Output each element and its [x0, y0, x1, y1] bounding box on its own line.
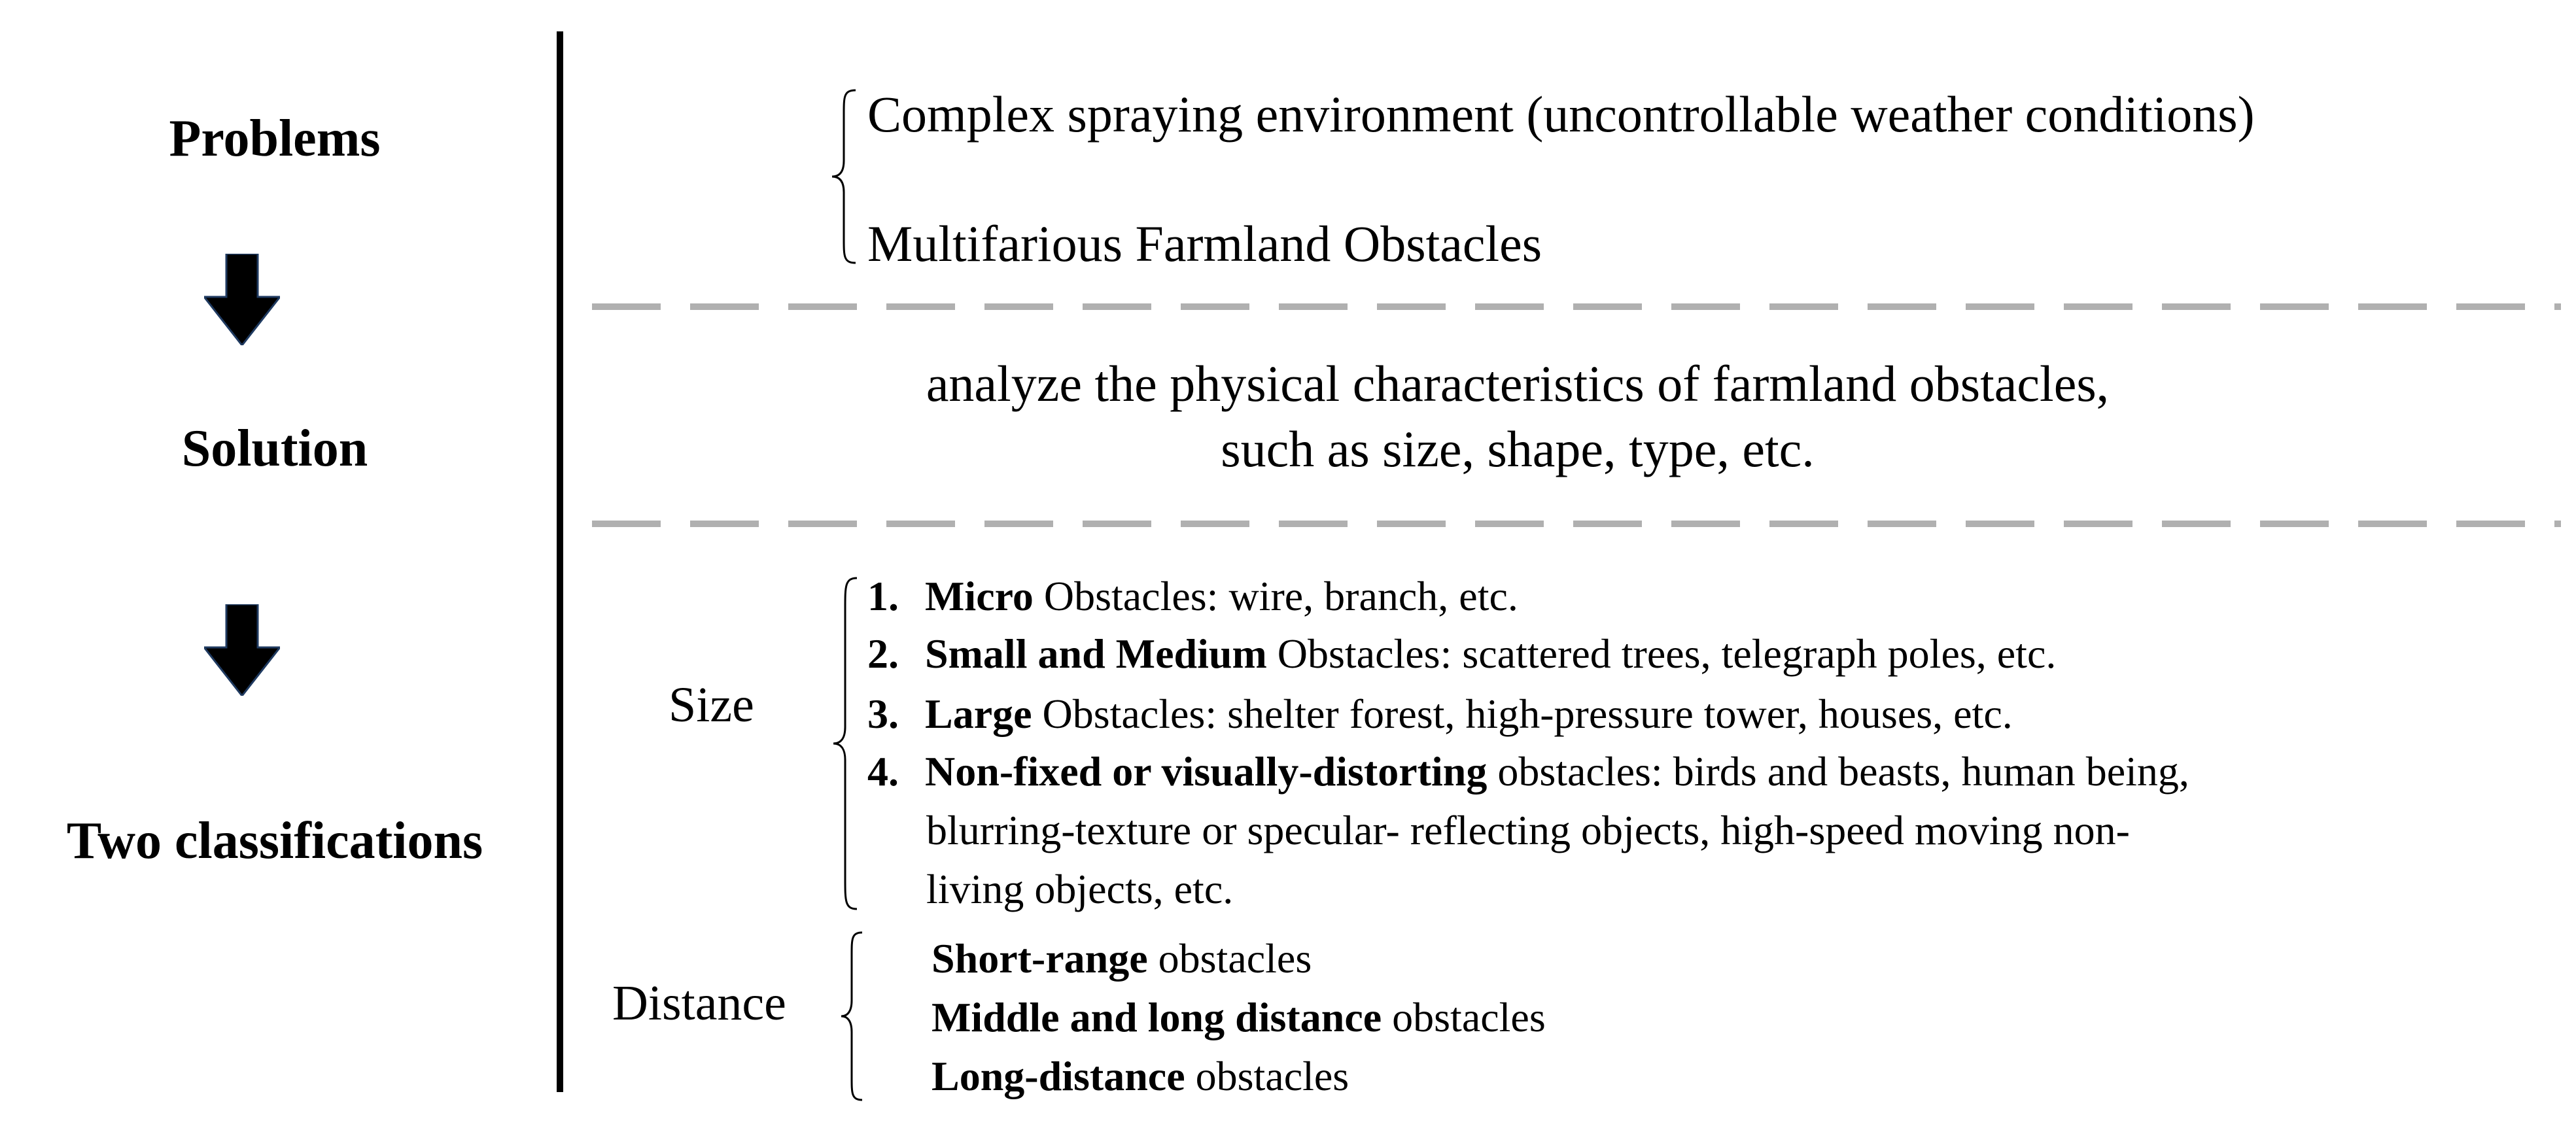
item-rest: obstacles: [1185, 1053, 1349, 1099]
item-number: 3.: [867, 691, 899, 737]
size-item: [867, 630, 2057, 677]
size-label: Size: [669, 677, 754, 732]
problem-item: Multifarious Farmland Obstacles: [867, 215, 1542, 272]
distance-brace: [839, 930, 865, 1103]
down-arrow-icon: [204, 254, 280, 345]
dashed-separator: [592, 303, 2561, 310]
problems-heading: Problems: [169, 110, 381, 167]
distance-item: [931, 1055, 1349, 1097]
distance-label: Distance: [612, 976, 786, 1031]
item-bold: Long-distance: [931, 1053, 1185, 1099]
solution-line: analyze the physical characteristics of farmland obstacles,: [926, 355, 2110, 412]
size-item-continuation: living objects, etc.: [926, 866, 1234, 912]
item-bold: Small and Medium: [925, 630, 1267, 677]
solution-heading: Solution: [181, 420, 368, 477]
item-rest: Obstacles: wire, branch, etc.: [1033, 573, 1518, 619]
item-number: 1.: [867, 573, 899, 619]
size-item: [867, 748, 2189, 795]
item-rest: obstacles: birds and beasts, human being,: [1487, 748, 2189, 795]
size-item-continuation: blurring-texture or specular- reflecting objects, high-speed moving non-: [926, 807, 2130, 853]
problem-item: Complex spraying environment (uncontrollable weather conditions): [867, 86, 2255, 143]
distance-item: [931, 994, 1546, 1040]
item-bold: Short-range: [931, 935, 1148, 982]
distance-item: [931, 935, 1312, 982]
item-number: 4.: [867, 748, 899, 795]
item-rest: obstacles: [1382, 994, 1546, 1040]
item-bold: Non-fixed or visually-distorting: [925, 748, 1488, 795]
item-rest: Obstacles: scattered trees, telegraph poles, etc.: [1266, 630, 2057, 677]
size-brace: [831, 575, 860, 912]
dashed-separator: [592, 521, 2561, 527]
size-item: [867, 575, 1518, 617]
item-bold: Middle and long distance: [931, 994, 1382, 1040]
size-item: [867, 693, 2013, 735]
problems-brace: [829, 88, 858, 265]
vertical-divider: [557, 31, 563, 1092]
item-bold: Large: [925, 691, 1032, 737]
item-rest: obstacles: [1147, 935, 1312, 982]
down-arrow-icon: [204, 604, 280, 696]
item-bold: Micro: [925, 573, 1034, 619]
item-rest: Obstacles: shelter forest, high-pressure tower, houses, etc.: [1032, 691, 2013, 737]
solution-line: such as size, shape, type, etc.: [1221, 420, 1815, 477]
classifications-heading: Two classifications: [66, 812, 483, 870]
item-number: 2.: [867, 630, 899, 677]
